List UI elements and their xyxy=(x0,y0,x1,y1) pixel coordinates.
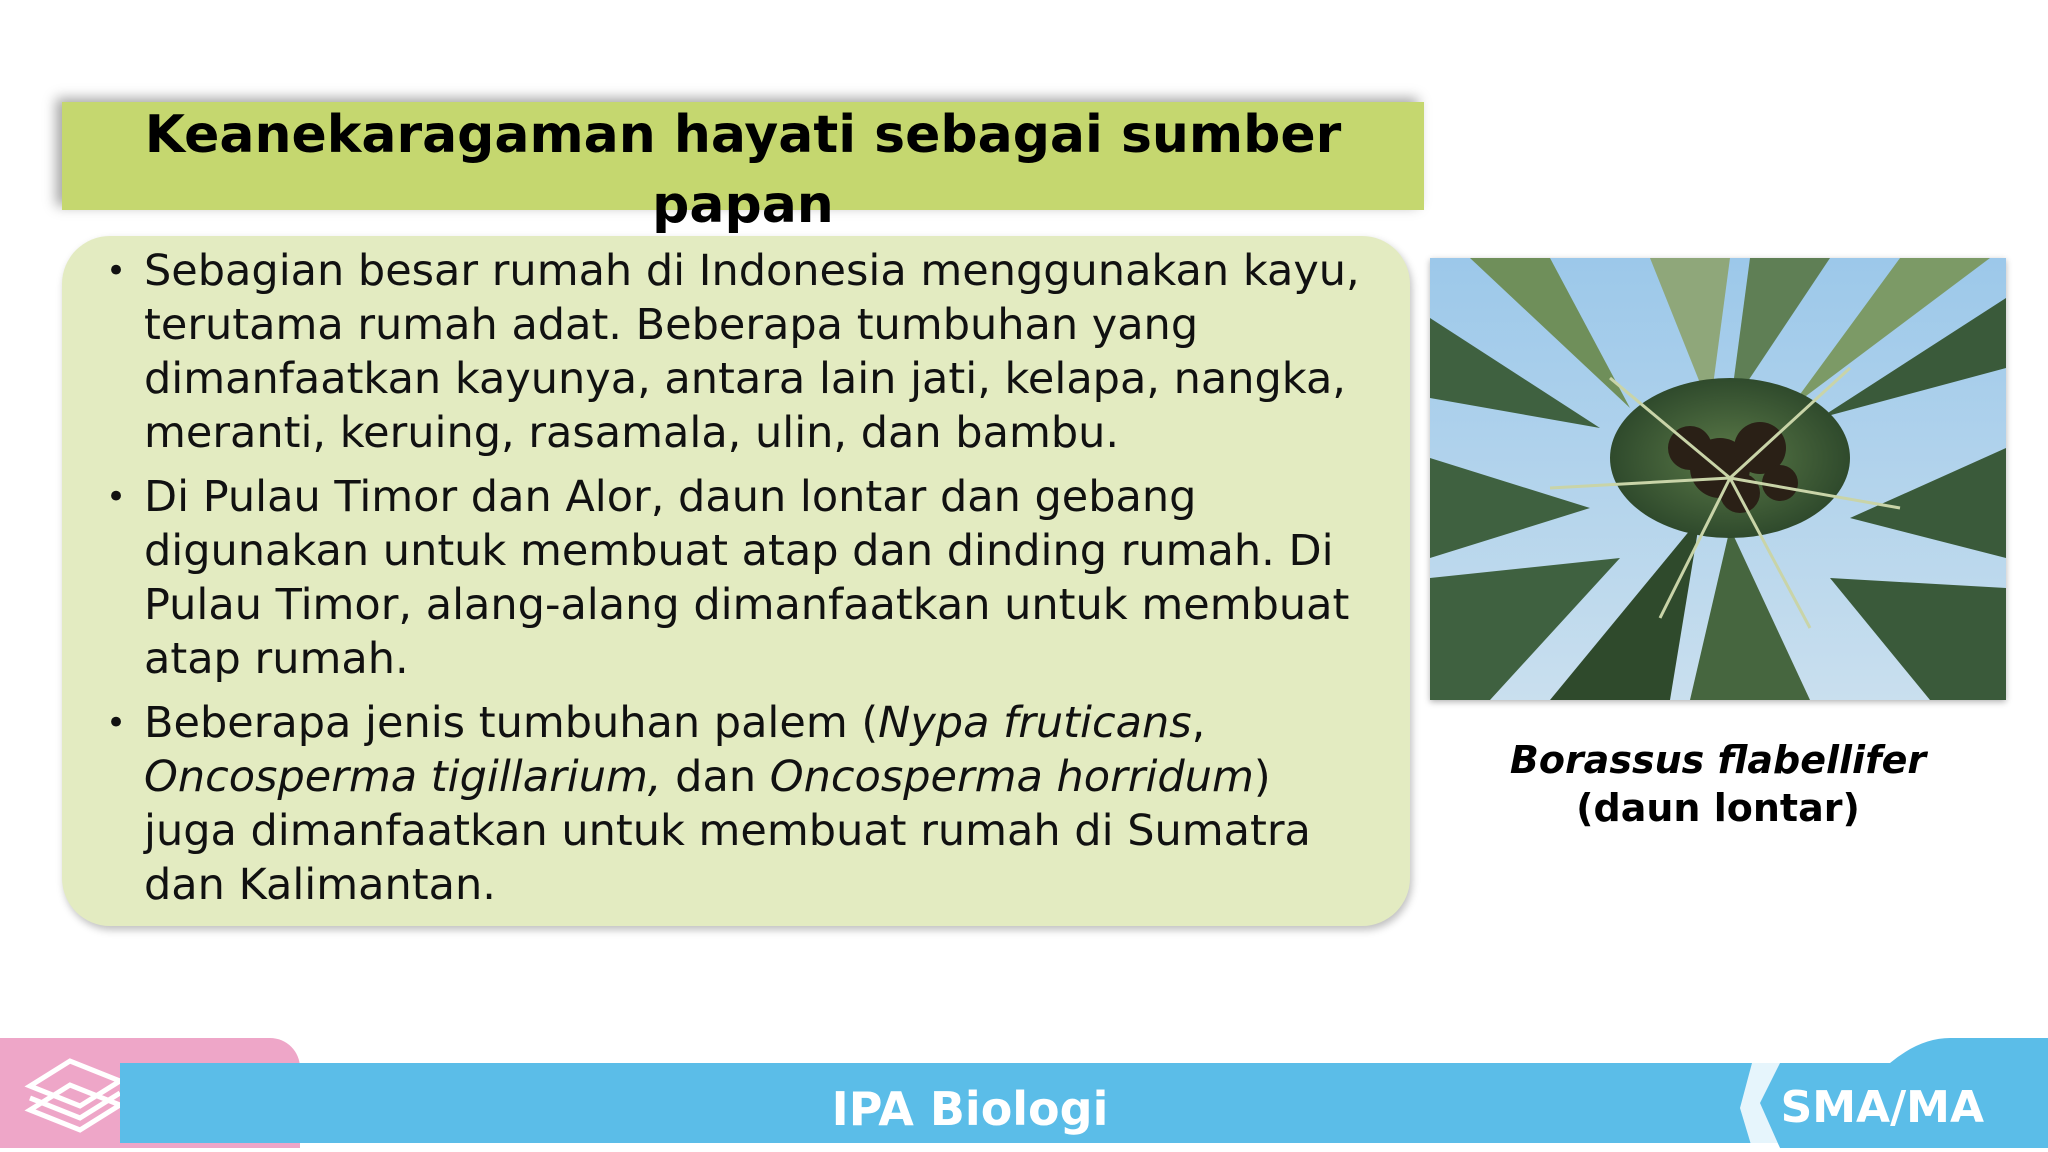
image-caption xyxy=(1430,736,2006,832)
caption-common-name: (daun lontar) xyxy=(1576,786,1860,830)
footer-subject: IPA Biologi xyxy=(831,1082,1109,1136)
bullet-text: Sebagian besar rumah di Indonesia menggunakan kayu, terutama rumah adat. Beberapa tumbuhan yang dimanfaatkan kayunya, antara lain jati, kelapa, nangka, meranti, keruing, rasamala, ulin, dan bambu. xyxy=(144,246,1360,458)
bullet-text: ) juga dimanfaatkan untuk membuat rumah di Sumatra dan Kalimantan. xyxy=(144,752,1311,910)
bullet-marker: • xyxy=(106,703,127,743)
slide-title: Keanekaragaman hayati sebagai sumber papan xyxy=(144,105,1342,235)
bullet-text: , xyxy=(1191,698,1206,748)
footer-level: SMA/MA xyxy=(1780,1082,1984,1133)
bullet-scientific-name: Oncosperma tigillarium, xyxy=(144,752,662,802)
bullet-scientific-name: Oncosperma horridum xyxy=(769,752,1254,802)
bullet-text: Beberapa jenis tumbuhan palem ( xyxy=(144,698,879,748)
bullet-marker: • xyxy=(106,251,127,291)
title-bar xyxy=(62,102,1424,235)
bullet-text: Di Pulau Timor dan Alor, daun lontar dan gebang digunakan untuk membuat atap dan dinding rumah. Di Pulau Timor, alang-alang dimanfaatkan untuk membuat atap rumah. xyxy=(144,472,1350,684)
bullet-item xyxy=(102,470,1370,686)
bullet-scientific-name: Nypa fruticans xyxy=(878,698,1192,748)
bullet-item xyxy=(102,696,1370,912)
palm-tree-photo xyxy=(1430,258,2006,700)
bullet-marker: • xyxy=(106,477,127,517)
caption-scientific-name: Borassus flabellifer xyxy=(1509,738,1927,782)
bullet-text: dan xyxy=(661,752,770,802)
bullet-list xyxy=(102,244,1370,912)
content-box xyxy=(62,236,1410,926)
bullet-item xyxy=(102,244,1370,460)
footer xyxy=(0,1030,2048,1152)
